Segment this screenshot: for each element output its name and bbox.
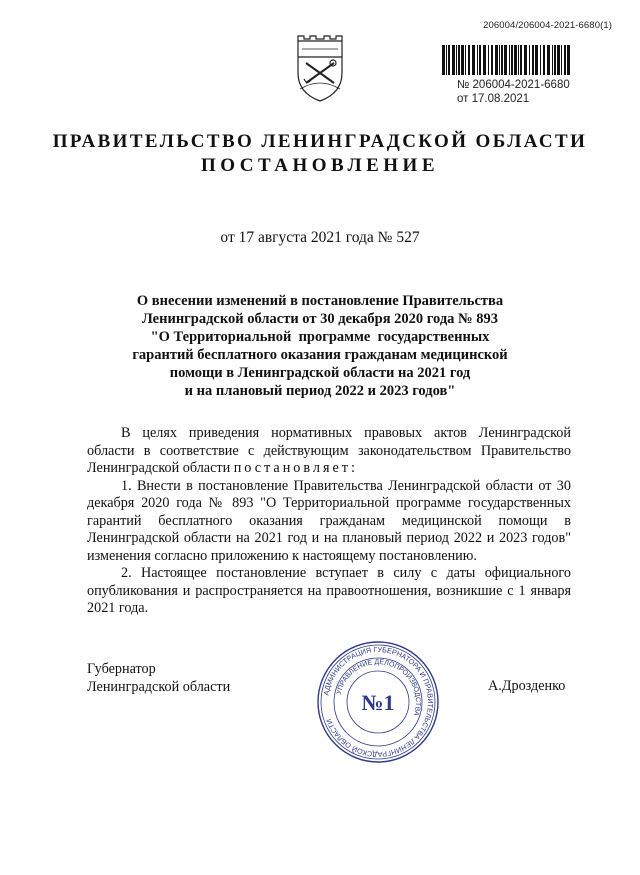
barcode-bar	[547, 45, 550, 75]
item-2: 2. Настоящее постановление вступает в силу с даты официального опубликования и распространяется на правоотношения, возникшие с 1 января 2021 года.	[87, 565, 571, 616]
barcode-bar	[518, 45, 519, 75]
subject-line: Ленинградской области от 30 декабря 2020 года № 893	[141, 311, 499, 327]
government-name: ПРАВИТЕЛЬСТВО ЛЕНИНГРАДСКОЙ ОБЛАСТИ	[52, 131, 588, 152]
barcode-bar	[495, 45, 498, 75]
barcode-bar	[477, 45, 478, 75]
subject-line: О внесении изменений в постановление Правительства	[136, 293, 504, 309]
seal-inner-text: УПРАВЛЕНИЕ ДЕЛОПРОИЗВОДСТВА	[335, 658, 422, 717]
subject-line: помощи в Ленинградской области на 2021 год	[169, 365, 471, 381]
barcode-bar	[448, 45, 450, 75]
barcode-bar	[499, 45, 500, 75]
barcode-bar	[472, 45, 475, 75]
subject-line: и на плановый период 2022 и 2023 годов"	[184, 383, 456, 399]
barcode-bar	[514, 45, 517, 75]
decree-date-number: от 17 августа 2021 года № 527	[220, 229, 420, 246]
barcode-icon	[442, 45, 570, 75]
document-id: 206004/206004-2021-6680(1)	[483, 20, 612, 31]
registration-number: № 206004-2021-6680	[457, 79, 570, 91]
intro-paragraph: В целях приведения нормативных правовых актов Ленинградской области в соответствие с действующим законодательством Правительство Ленинградской области постановляет:	[87, 425, 571, 476]
barcode-bar	[461, 45, 464, 75]
subject-line: гарантий бесплатного оказания гражданам медицинской	[132, 347, 508, 363]
barcode-bar	[509, 45, 510, 75]
signatory-name: А.Дрозденко	[488, 678, 566, 694]
decree-subject	[120, 292, 520, 400]
barcode-bar	[488, 45, 489, 75]
barcode-bar	[501, 45, 503, 75]
registration-date: от 17.08.2021	[457, 93, 530, 105]
registration-block	[457, 78, 570, 106]
barcode-bar	[535, 45, 538, 75]
seal-number: №1	[361, 690, 395, 715]
barcode-bar	[561, 45, 562, 75]
official-seal-icon	[316, 640, 440, 764]
barcode-bar	[468, 45, 470, 75]
barcode-bar	[465, 45, 466, 75]
barcode-bar	[483, 45, 486, 75]
barcode-bar	[458, 45, 460, 75]
resolve-word: постановляет:	[233, 460, 358, 476]
barcode-bar	[520, 45, 522, 75]
barcode-bar	[540, 45, 541, 75]
barcode-bar	[479, 45, 481, 75]
barcode-bar	[511, 45, 513, 75]
document-type: ПОСТАНОВЛЕНИЕ	[200, 155, 440, 176]
decree-body	[87, 425, 571, 618]
barcode-bar	[564, 45, 566, 75]
barcode-bar	[452, 45, 455, 75]
barcode-bar	[567, 45, 570, 75]
barcode-bar	[532, 45, 534, 75]
barcode-bar	[554, 45, 556, 75]
signatory-position: Губернатор Ленинградской области	[87, 661, 231, 695]
barcode-bar	[543, 45, 545, 75]
item-1: 1. Внести в постановление Правительства Ленинградской области от 30 декабря 2020 года № 893 "О Территориальной программе государственных гарантий бесплатного оказания гражданам медицинской помощи в Ленинградской области на 2021 год и на плановый период 2022 и 2023 годов" изменения согласно приложению к настоящему постановлению.	[87, 477, 571, 564]
barcode-bar	[456, 45, 457, 75]
barcode-bar	[491, 45, 493, 75]
barcode-bar	[446, 45, 447, 75]
barcode-bar	[442, 45, 445, 75]
barcode-bar	[557, 45, 560, 75]
subject-line: "О Территориальной программе государственных	[150, 329, 490, 345]
barcode-bar	[524, 45, 527, 75]
barcode-bar	[529, 45, 530, 75]
barcode-bar	[552, 45, 553, 75]
seal-outer-text: АДМИНИСТРАЦИЯ ГУБЕРНАТОРА И ПРАВИТЕЛЬСТВА ЛЕНИНГРАДСКОЙ ОБЛАСТИ	[321, 644, 436, 760]
coat-of-arms-icon	[292, 33, 348, 103]
barcode-bar	[504, 45, 507, 75]
